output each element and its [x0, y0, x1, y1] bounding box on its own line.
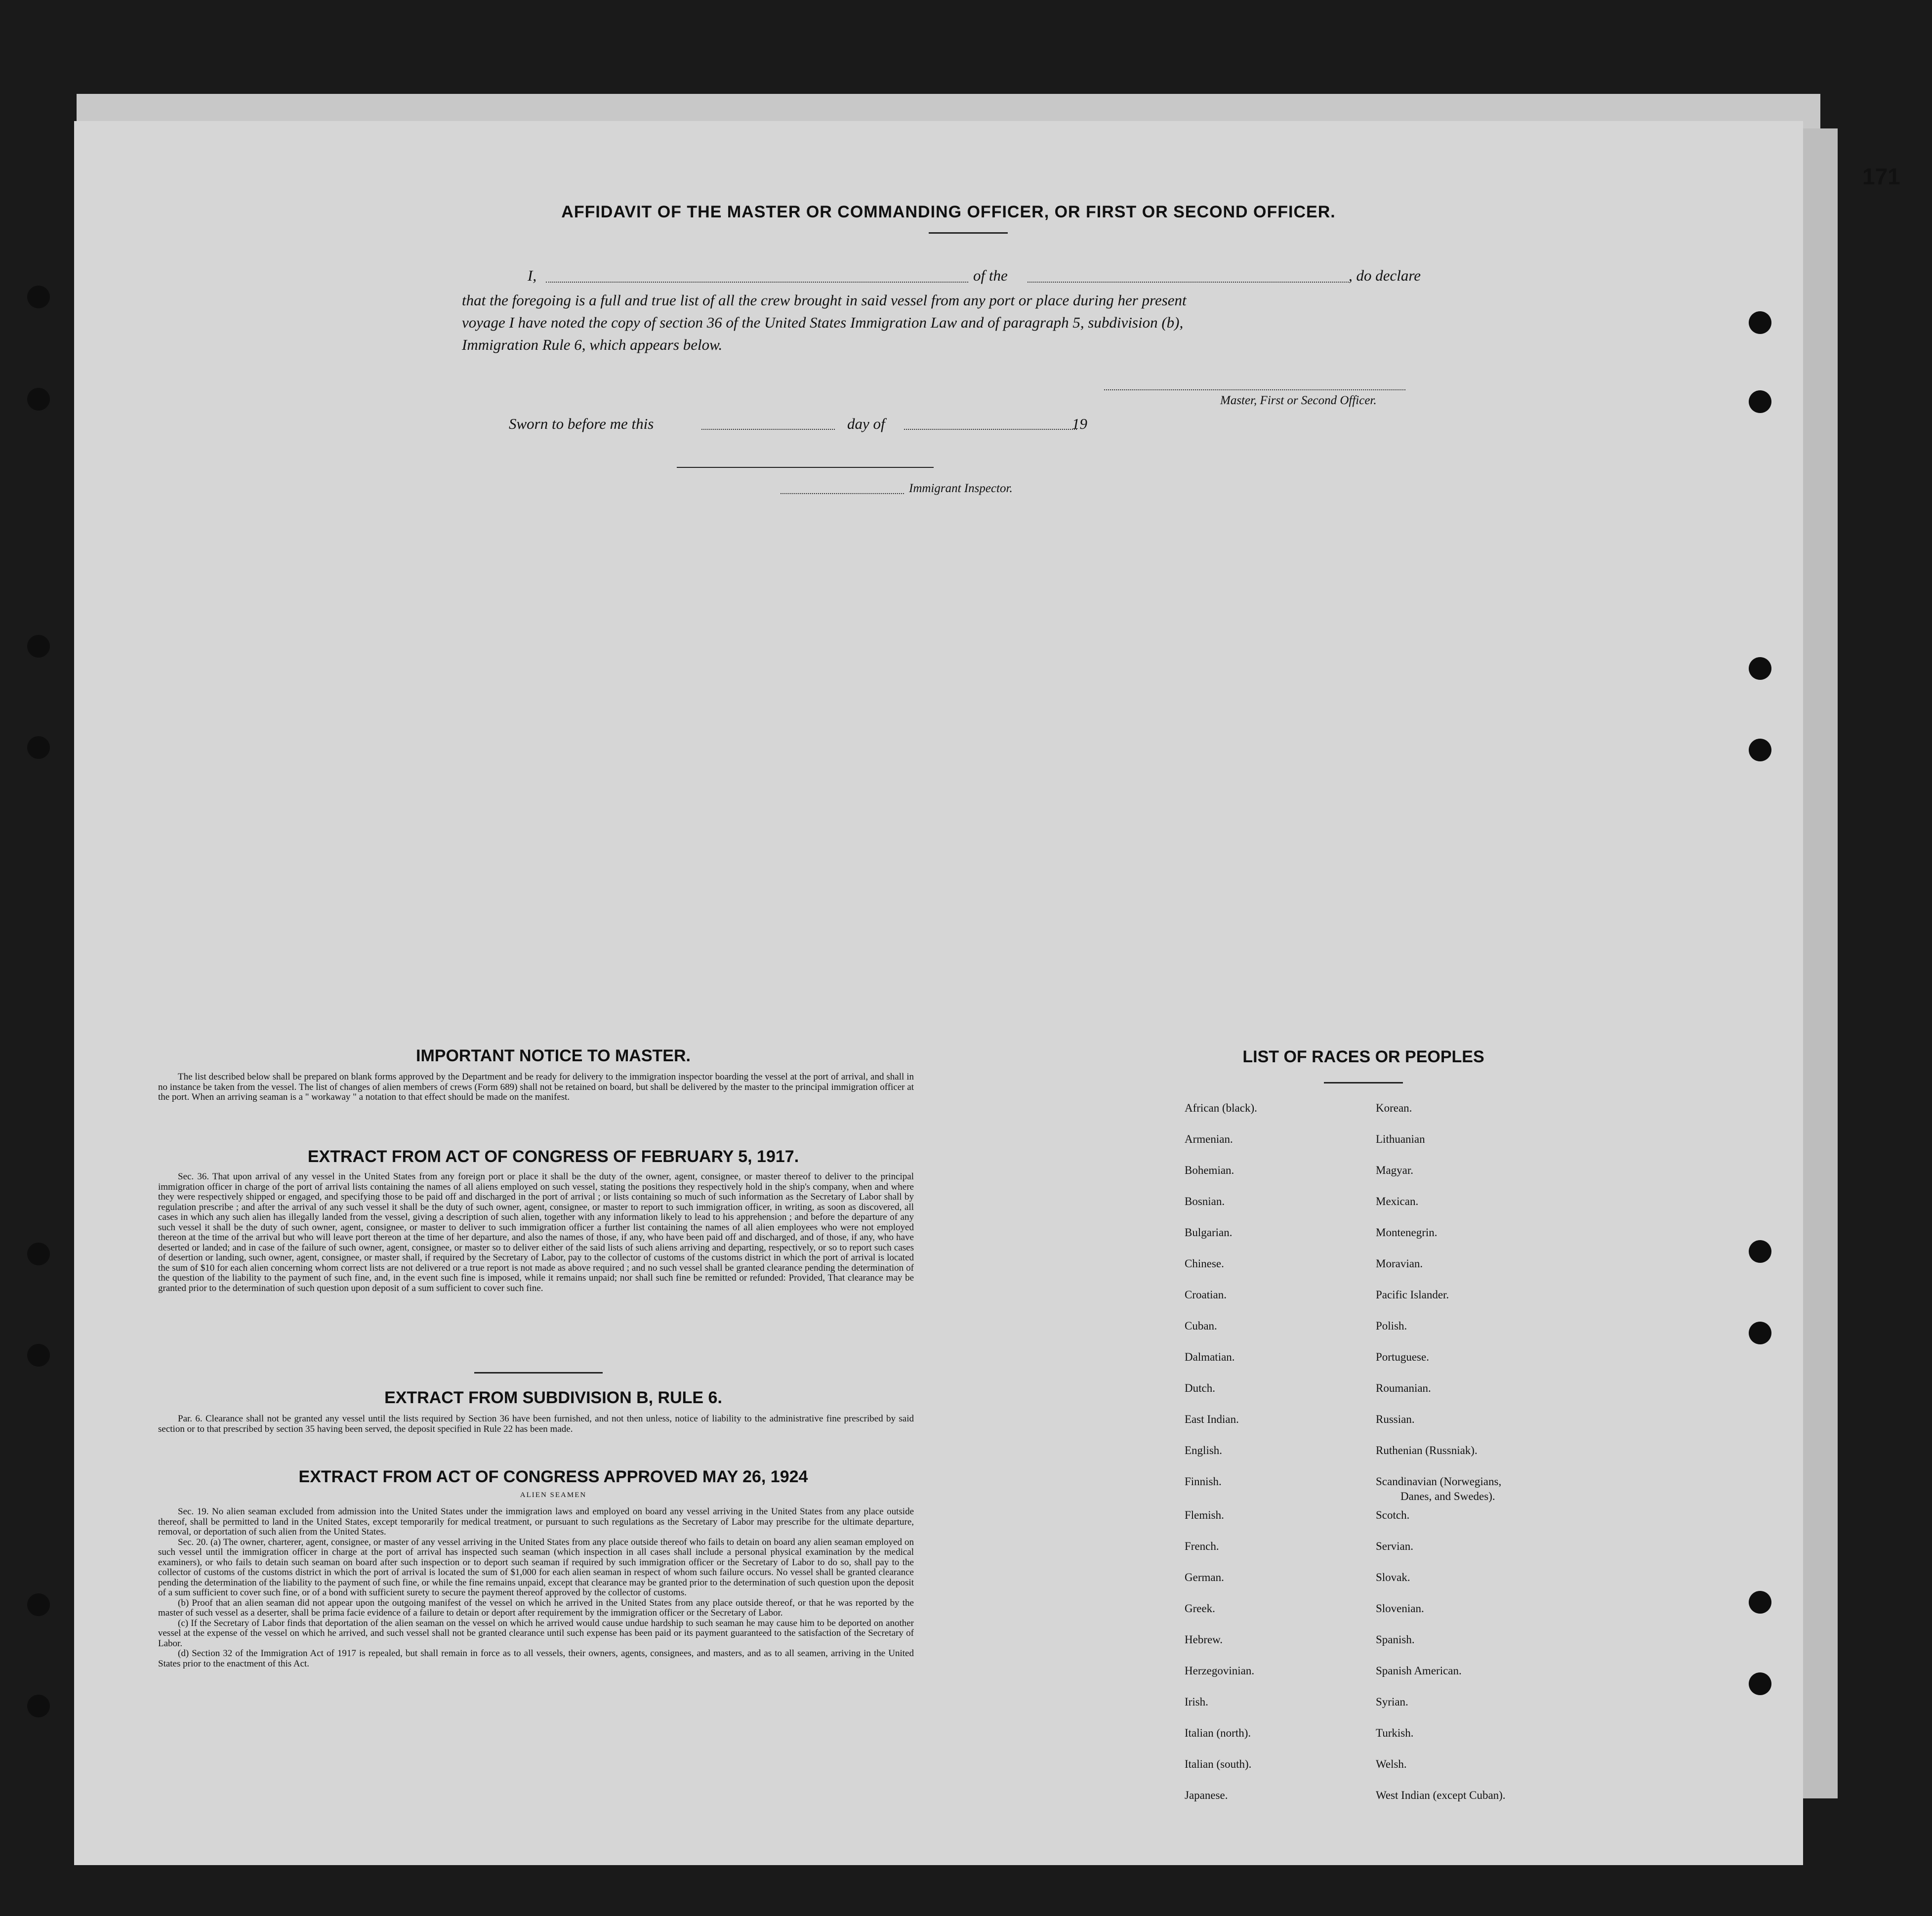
inspector-signature-line[interactable] [677, 467, 934, 468]
master-signature-label: Master, First or Second Officer. [1220, 394, 1377, 407]
race-item: East Indian. [1185, 1413, 1239, 1425]
race-item: Bosnian. [1185, 1195, 1225, 1208]
race-item: German. [1185, 1571, 1224, 1583]
race-item: Mexican. [1376, 1195, 1419, 1208]
binder-hole [27, 736, 50, 759]
race-item: Dalmatian. [1185, 1351, 1235, 1363]
affidavit-line-3: voyage I have noted the copy of section 36 of the United States Immigration Law and of paragraph 5, subdivision (b), [462, 314, 1184, 331]
races-title-rule [1324, 1082, 1403, 1083]
binder-hole [27, 1243, 50, 1265]
races-title: LIST OF RACES OR PEOPLES [1242, 1047, 1484, 1066]
races-right-column [1376, 1102, 1506, 1820]
binder-hole [1749, 657, 1771, 680]
extract-1917-paragraph: Sec. 36. That upon arrival of any vessel in the United States from any foreign port or place it shall be the duty of the owner, agent, consignee, or master thereof to deliver to the principal immigration officer in charge of the port of arrival lists containing the names of all aliens employed on such vessel, stating the positions they respectively hold in the ship's company, when and where they were respectively shipped or engaged, and specifying those to be paid off and discharged in the port of arrival ; or lists containing so much of such information as the Secretary of Labor shall by regulation prescribe ; and after the arrival of any such vessel it shall be the duty of such owner, agent, consignee, or master to report to such immigration officer, in writing, as soon as discovered, all cases in which any such alien has illegally landed from the vessel, giving a description of such alien, together with any information likely to lead to his apprehension ; and before the departure of any such vessel it shall be the duty of such owner, agent, consignee, or master to deliver to such immigration officer a further list containing the names of all alien employees who were not employed thereon at the time of the arrival but who will leave port thereon at the time of her departure, and also the names of those, if any, who have been paid off and discharged, and of those, if any, who have deserted or landed; and in case of the failure of such owner, agent, consignee, or master so to deliver either of the said lists of such aliens arriving and departing, respectively, or so to report such cases of desertion or landing, such owner, agent, consignee, or master shall, if required by the Secretary of Labor, pay to the collector of customs of the customs district in which the port of arrival is located the sum of $10 for each alien concerning whom correct lists are not delivered or a true report is not made as above required ; and no such vessel shall be granted clearance pending the determination of the question of the liability to the payment of such fine, and, in the event such fine is imposed, while it remains unpaid; nor shall such fine be remitted or refunded: Provided, That clearance may be granted prior to the determination of such question upon deposit of a sum sufficient to cover such fine. [158, 1171, 914, 1293]
extract-1924-sec-19: Sec. 19. No alien seaman excluded from admission into the United States under the immigration laws and employed on board any vessel arriving in the United States from any place outside thereof, shall be permitted to land in the United States, except temporarily for medical treatment, or pursuant to such regulations as the Secretary of Labor may prescribe for the ultimate departure, removal, or deportation of such alien from the United States. [158, 1506, 914, 1537]
race-item: Bohemian. [1185, 1164, 1234, 1176]
race-item: Cuban. [1185, 1320, 1217, 1332]
extract-1924-sec-20c: (c) If the Secretary of Labor finds that deportation of the alien seaman on the vessel on which he arrived would cause undue hardship to such seaman he may cause him to be deported on another vessel at the expense of the vessel on which he arrived, and such vessel shall not be granted clearance until such expense has been paid or its payment guaranteed to the satisfaction of the Secretary of Labor. [158, 1618, 914, 1649]
title-rule [929, 232, 1008, 234]
vessel-name-field[interactable] [1028, 282, 1349, 283]
race-item: Polish. [1376, 1320, 1407, 1332]
race-item: Ruthenian (Russniak). [1376, 1444, 1478, 1457]
race-item: Croatian. [1185, 1289, 1227, 1301]
section-divider [474, 1372, 603, 1374]
notice-title: IMPORTANT NOTICE TO MASTER. [416, 1046, 691, 1065]
binder-hole [27, 635, 50, 658]
race-item: Pacific Islander. [1376, 1289, 1449, 1301]
race-item: Dutch. [1185, 1382, 1215, 1394]
race-item: Lithuanian [1376, 1133, 1425, 1145]
affidavit-of-the-label: of the [973, 267, 1008, 284]
race-item: English. [1185, 1444, 1223, 1457]
binder-hole [1749, 1322, 1771, 1344]
affidavit-i-label: I, [528, 267, 537, 284]
rule-6-paragraph: Par. 6. Clearance shall not be granted any vessel until the lists required by Section 36 have been furnished, and not then unless, notice of liability to the administrative fine prescribed by said section or to that prescribed by section 35 having been served, the deposit specified in Rule 22 has been made. [158, 1414, 914, 1434]
binder-hole [1749, 739, 1771, 761]
affidavit-line-4: Immigration Rule 6, which appears below. [462, 336, 723, 353]
race-item: Servian. [1376, 1540, 1414, 1552]
sworn-month-field[interactable] [904, 429, 1077, 430]
binder-hole [1749, 390, 1771, 413]
extract-1924-sec-20a: Sec. 20. (a) The owner, charterer, agent, consignee, or master of any vessel arriving in the United States from any place outside thereof who fails to detain on board any alien seaman employed on such vessel until the immigration officer in charge at the port of arrival has inspected such seaman (which inspection in all cases shall include a personal physical examination by the medical examiners), or who fails to detain such seaman on board after such inspection or to deport such seaman if required by such immigration officer or the Secretary of Labor to do so, shall pay to the collector of customs of the customs district in which the port of arrival is located the sum of $1,000 for each alien seaman in respect of whom such failure occurs. No vessel shall be granted clearance pending the determination of the liability to the payment of such fine, or while the fine remains unpaid, except that clearance may be granted prior to the determination of such question upon the deposit of a sum sufficient to cover such fine, or of a bond with sufficient surety to secure the payment thereof approved by the collector of customs. [158, 1537, 914, 1598]
race-item: Turkish. [1376, 1727, 1414, 1739]
race-item: Italian (north). [1185, 1727, 1251, 1739]
rule-6-body [158, 1414, 914, 1434]
binder-hole [1749, 1672, 1771, 1695]
race-item: Italian (south). [1185, 1758, 1252, 1770]
binder-hole [1749, 1240, 1771, 1263]
inspector-label: Immigrant Inspector. [909, 482, 1013, 495]
affidavit-title: AFFIDAVIT OF THE MASTER OR COMMANDING OFFICER, OR FIRST OR SECOND OFFICER. [561, 203, 1336, 221]
race-item: Scandinavian (Norwegians, [1376, 1475, 1502, 1488]
race-item: Roumanian. [1376, 1382, 1431, 1394]
extract-1924-sec-20d: (d) Section 32 of the Immigration Act of 1917 is repealed, but shall remain in force as to all vessels, their owners, agents, consignees, and masters, and as to all seamen, arriving in the United States prior to the enactment of this Act. [158, 1648, 914, 1669]
extract-1924-sec-20b: (b) Proof that an alien seaman did not appear upon the outgoing manifest of the vessel on which he arrived in the United States from any place outside thereof, or that he was reported by the master of such vessel as a deserter, shall be prima facie evidence of a failure to detain or deport after requirement by the immigration officer or the Secretary of Labor. [158, 1597, 914, 1618]
extract-1924-title: EXTRACT FROM ACT OF CONGRESS APPROVED MAY 26, 1924 [298, 1467, 808, 1486]
race-item: French. [1185, 1540, 1219, 1552]
affidavit-line-2: that the foregoing is a full and true list of all the crew brought in said vessel from any port or place during her present [462, 292, 1187, 309]
sworn-label: Sworn to before me this [509, 415, 654, 432]
race-item: Scotch. [1376, 1509, 1410, 1521]
rule-6-title: EXTRACT FROM SUBDIVISION B, RULE 6. [384, 1388, 722, 1407]
page-number: 171 [1862, 164, 1900, 189]
race-item: Spanish American. [1376, 1665, 1462, 1677]
race-item: African (black). [1185, 1102, 1257, 1114]
binder-hole [1749, 311, 1771, 334]
sworn-day-field[interactable] [701, 429, 835, 430]
race-item: Irish. [1185, 1696, 1208, 1708]
master-signature-field[interactable] [1104, 389, 1405, 390]
race-item: Russian. [1376, 1413, 1415, 1425]
race-item: Slovak. [1376, 1571, 1410, 1583]
race-item: Armenian. [1185, 1133, 1233, 1145]
officer-name-field[interactable] [546, 282, 968, 283]
race-item: Greek. [1185, 1602, 1215, 1615]
race-item: Spanish. [1376, 1633, 1415, 1646]
race-item: Montenegrin. [1376, 1226, 1438, 1239]
race-item: Welsh. [1376, 1758, 1407, 1770]
race-item: Finnish. [1185, 1475, 1222, 1488]
race-item: Japanese. [1185, 1789, 1228, 1801]
extract-1917-body [158, 1172, 914, 1293]
extract-1917-title: EXTRACT FROM ACT OF CONGRESS OF FEBRUARY 5, 1917. [307, 1147, 799, 1166]
day-of-label: day of [847, 415, 885, 432]
notice-body [158, 1072, 914, 1103]
race-item: Korean. [1376, 1102, 1412, 1114]
binder-hole [27, 286, 50, 308]
binder-hole [27, 388, 50, 411]
race-item: Hebrew. [1185, 1633, 1223, 1646]
underlying-page-right-edge [1803, 128, 1838, 1798]
race-item-continued: Danes, and Swedes). [1400, 1490, 1495, 1502]
race-item: Herzegovinian. [1185, 1665, 1255, 1677]
binder-hole [27, 1593, 50, 1616]
race-item: Moravian. [1376, 1257, 1423, 1270]
extract-1924-subtitle: ALIEN SEAMEN [520, 1491, 587, 1499]
binder-hole [1749, 1591, 1771, 1614]
notice-paragraph: The list described below shall be prepared on blank forms approved by the Department and be ready for delivery to the immigration inspector boarding the vessel at the port of arrival, and shall in no instance be taken from the vessel. The list of changes of alien members of crews (Form 689) shall not be retained on board, but shall be delivered by the master to the principal immigration officer at the port. When an arriving seaman is a " workaway " a notation to that effect should be made on the manifest. [158, 1072, 914, 1102]
race-item: Chinese. [1185, 1257, 1224, 1270]
extract-1924-body [158, 1507, 914, 1669]
race-item: Syrian. [1376, 1696, 1408, 1708]
race-item: Flemish. [1185, 1509, 1224, 1521]
race-item: West Indian (except Cuban). [1376, 1789, 1506, 1801]
races-left-column [1185, 1102, 1257, 1820]
year-label: 19 [1072, 415, 1087, 432]
inspector-name-field[interactable] [781, 493, 904, 494]
race-item: Magyar. [1376, 1164, 1414, 1176]
race-item: Bulgarian. [1185, 1226, 1233, 1239]
affidavit-do-declare-label: , do declare [1349, 267, 1421, 284]
binder-hole [27, 1344, 50, 1367]
race-item: Portuguese. [1376, 1351, 1429, 1363]
race-item: Slovenian. [1376, 1602, 1424, 1615]
binder-hole [27, 1695, 50, 1717]
